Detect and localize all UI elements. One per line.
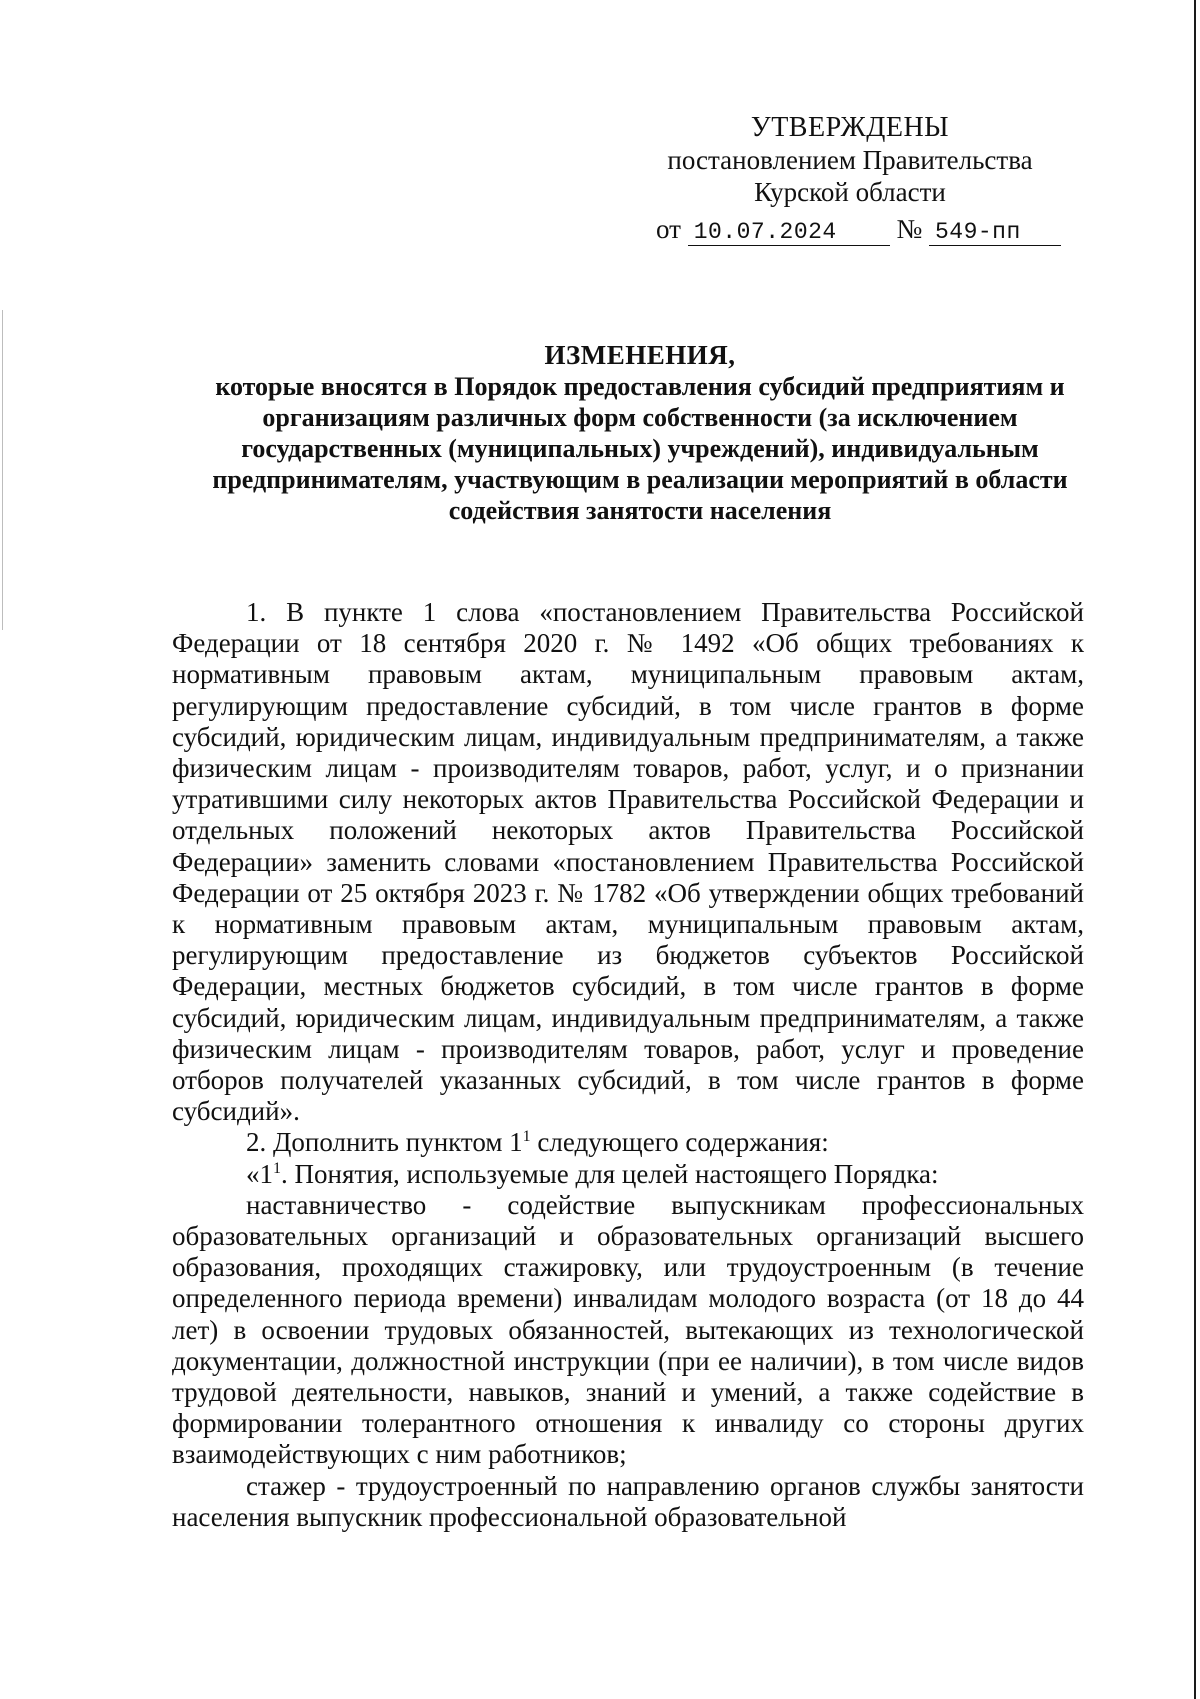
date-prefix: от xyxy=(656,214,681,244)
scan-edge xyxy=(1194,0,1196,1699)
paragraph-2 xyxy=(172,1127,1084,1158)
approval-number-line xyxy=(656,213,1061,246)
approval-line-2: Курской области xyxy=(754,177,946,207)
paragraph-4: наставничество - содействие выпускникам профессиональных образовательных организаций и образовательных организаций высшего образования, проходящих стажировку, или трудоустроенным (в течение определенного периода времени) инвалидам молодого возраста (от 18 до 44 лет) в освоении трудовых обязанностей, вытекающих из технологической документации, должностной инструкции (при ее наличии), в том числе видов трудовой деятельности, навыков, знаний и умений, а также содействие в формировании толерантного отношения к инвалиду со стороны других взаимодействующих с ним работников; xyxy=(172,1189,1084,1470)
paragraph-5: стажер - трудоустроенный по направлению органов службы занятости населения выпускник профессиональной образовательной xyxy=(172,1470,1084,1532)
paragraph-2-sup: 1 xyxy=(522,1128,531,1146)
approval-date: 10.07.2024 xyxy=(688,219,890,246)
approval-block xyxy=(600,112,1100,208)
paragraph-3-start: «1 xyxy=(246,1158,273,1189)
title-heading: ИЗМЕНЕНИЯ, xyxy=(544,340,736,370)
approval-heading: УТВЕРЖДЕНЫ xyxy=(750,112,950,143)
title-subheading: которые вносятся в Порядок предоставления субсидий предприятиям и организациям различных форм собственности (за исключением государственных (муниципальных) учреждений), индивидуальным предпринимателям, участвующим в реализации мероприятий в области содействия занятости населения xyxy=(212,372,1068,525)
approval-line-1: постановлением Правительства xyxy=(667,145,1033,175)
paragraph-3-sup: 1 xyxy=(273,1159,281,1177)
paragraph-2-start: 2. Дополнить пунктом 1 xyxy=(246,1127,523,1158)
number-prefix: № xyxy=(896,214,923,244)
paragraph-2-end: следующего содержания: xyxy=(530,1127,829,1158)
document-body xyxy=(172,597,1084,1533)
paragraph-1: 1. В пункте 1 слова «постановлением Правительства Российской Федерации от 18 сентября 2020 г. № 1492 «Об общих требованиях к нормативным правовым актам, муниципальным правовым актам, регулирующим предоставление субсидий, в том числе грантов в форме субсидий, юридическим лицам, индивидуальным предпринимателям, а также физическим лицам - производителям товаров, работ, услуг, и о признании утратившими силу некоторых актов Правительства Российской Федерации и отдельных положений некоторых актов Правительства Российской Федерации» заменить словами «постановлением Правительства Российской Федерации от 25 октября 2023 г. № 1782 «Об утверждении общих требований к нормативным правовым актам, муниципальным правовым актам, регулирующим предоставление из бюджетов субъектов Российской Федерации, местных бюджетов субсидий, в том числе грантов в форме субсидий, юридическим лицам, индивидуальным предпринимателям, а также физическим лицам - производителям товаров, работ, услуг и проведение отборов получателей указанных субсидий, в том числе грантов в форме субсидий». xyxy=(172,597,1084,1127)
scan-edge-left xyxy=(2,310,3,630)
document-title xyxy=(170,340,1110,526)
approval-number: 549-пп xyxy=(929,219,1061,246)
paragraph-3-end: . Понятия, используемые для целей настоящего Порядка: xyxy=(281,1158,939,1189)
paragraph-3 xyxy=(172,1159,1084,1190)
